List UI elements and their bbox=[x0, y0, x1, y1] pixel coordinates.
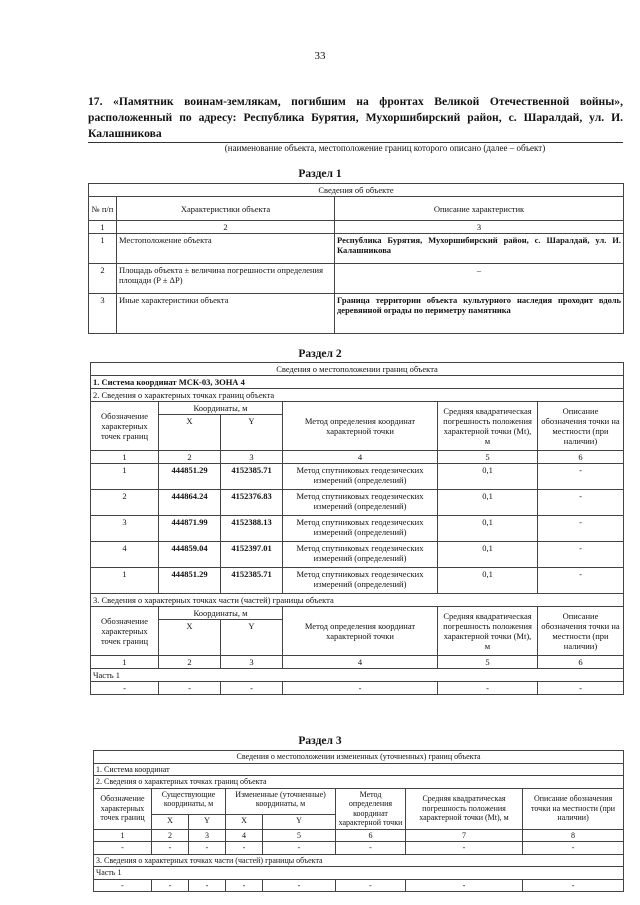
part-cell: - bbox=[438, 682, 538, 695]
col-num: 5 bbox=[438, 451, 538, 464]
part-cell: - bbox=[152, 879, 189, 892]
point-id: 3 bbox=[91, 516, 159, 542]
part-cell: - bbox=[406, 879, 523, 892]
point-method: Метод спутниковых геодезических измерений (определений) bbox=[283, 464, 438, 490]
col-num: 3 bbox=[335, 221, 624, 234]
parts-header-coordinates: Координаты, м bbox=[159, 607, 283, 620]
col-num: 4 bbox=[283, 656, 438, 669]
table-row bbox=[89, 294, 624, 334]
header-description: Описание характеристик bbox=[335, 197, 624, 221]
header-num: № п/п bbox=[89, 197, 117, 221]
point-y: 4152385.71 bbox=[221, 568, 283, 594]
col-num: 5 bbox=[263, 829, 336, 842]
section1-title: Раздел 1 bbox=[298, 168, 342, 180]
row-num: 2 bbox=[89, 264, 117, 294]
point-error: 0,1 bbox=[438, 490, 538, 516]
col-num: 6 bbox=[336, 829, 406, 842]
points-title: 2. Сведения о характерных точках границ объекта bbox=[94, 776, 624, 789]
section1-table bbox=[88, 183, 624, 334]
header-existing-coordinates: Существующие координаты, м bbox=[152, 788, 226, 814]
point-description: - bbox=[538, 464, 624, 490]
row-cell: - bbox=[523, 842, 624, 855]
section2-table-title: Сведения о местоположении границ объекта bbox=[91, 363, 624, 376]
col-num: 5 bbox=[438, 656, 538, 669]
table-row bbox=[91, 516, 624, 542]
header-y: Y bbox=[263, 814, 336, 829]
point-method: Метод спутниковых геодезических измерений (определений) bbox=[283, 568, 438, 594]
row-characteristic: Местоположение объекта bbox=[117, 234, 335, 264]
point-error: 0,1 bbox=[438, 568, 538, 594]
header-changed-coordinates: Измененные (уточненные) координаты, м bbox=[226, 788, 336, 814]
point-id: 1 bbox=[91, 464, 159, 490]
header-x: X bbox=[159, 415, 221, 451]
col-num: 2 bbox=[159, 656, 221, 669]
part-cell: - bbox=[538, 682, 624, 695]
row-description: Республика Бурятия, Мухоршибирский район, с. Шаралдай, ул. И. Калашникова bbox=[335, 234, 624, 264]
table-row bbox=[91, 568, 624, 594]
row-description: Граница территории объекта культурного наследия проходит вдоль деревянной ограды по периметру памятника bbox=[335, 294, 624, 334]
part-cell: - bbox=[189, 879, 226, 892]
table-row bbox=[94, 842, 624, 855]
section2-table bbox=[90, 362, 624, 695]
table-row bbox=[91, 464, 624, 490]
row-num: 1 bbox=[89, 234, 117, 264]
parts-header-point-description: Описание обозначения точки на местности (при наличии) bbox=[538, 607, 624, 656]
col-num: 3 bbox=[221, 656, 283, 669]
row-cell: - bbox=[94, 842, 152, 855]
col-num: 4 bbox=[283, 451, 438, 464]
row-cell: - bbox=[189, 842, 226, 855]
section1-table-title: Сведения об объекте bbox=[89, 184, 624, 197]
point-id: 4 bbox=[91, 542, 159, 568]
header-point-description: Описание обозначения точки на местности (при наличии) bbox=[523, 788, 624, 829]
header-method: Метод определения координат характерной точки bbox=[283, 402, 438, 451]
row-description: – bbox=[335, 264, 624, 294]
header-error: Средняя квадратическая погрешность положения характерной точки (Mt), м bbox=[406, 788, 523, 829]
table-row bbox=[91, 490, 624, 516]
part-cell: - bbox=[226, 879, 263, 892]
col-num: 3 bbox=[221, 451, 283, 464]
col-num: 1 bbox=[94, 829, 152, 842]
point-description: - bbox=[538, 542, 624, 568]
point-x: 444871.99 bbox=[159, 516, 221, 542]
point-y: 4152376.83 bbox=[221, 490, 283, 516]
parts-header-designation: Обозначение характерных точек границ bbox=[91, 607, 159, 656]
point-y: 4152397.01 bbox=[221, 542, 283, 568]
point-error: 0,1 bbox=[438, 542, 538, 568]
row-cell: - bbox=[336, 842, 406, 855]
col-num: 6 bbox=[538, 451, 624, 464]
part-cell: - bbox=[283, 682, 438, 695]
table-row bbox=[89, 264, 624, 294]
point-method: Метод спутниковых геодезических измерений (определений) bbox=[283, 542, 438, 568]
col-num: 6 bbox=[538, 656, 624, 669]
part-cell: - bbox=[159, 682, 221, 695]
part-cell: - bbox=[94, 879, 152, 892]
table-row bbox=[91, 682, 624, 695]
row-cell: - bbox=[226, 842, 263, 855]
parts-header-y: Y bbox=[221, 620, 283, 656]
header-designation: Обозначение характерных точек границ bbox=[91, 402, 159, 451]
header-characteristic: Характеристики объекта bbox=[117, 197, 335, 221]
table-row bbox=[94, 879, 624, 892]
part-label: Часть 1 bbox=[91, 669, 624, 682]
point-method: Метод спутниковых геодезических измерений (определений) bbox=[283, 516, 438, 542]
header-x: X bbox=[226, 814, 263, 829]
point-x: 444851.29 bbox=[159, 464, 221, 490]
row-characteristic: Иные характеристики объекта bbox=[117, 294, 335, 334]
section3-table-title: Сведения о местоположении измененных (уточненных) границ объекта bbox=[94, 751, 624, 764]
section3-table bbox=[93, 750, 624, 892]
row-cell: - bbox=[152, 842, 189, 855]
row-characteristic: Площадь объекта ± величина погрешности определения площади (P ± ΔP) bbox=[117, 264, 335, 294]
parts-header-error: Средняя квадратическая погрешность положения характерной точки (Mt), м bbox=[438, 607, 538, 656]
part-cell: - bbox=[263, 879, 336, 892]
header-method: Метод определения координат характерной точки bbox=[336, 788, 406, 829]
point-x: 444859.04 bbox=[159, 542, 221, 568]
col-num: 1 bbox=[91, 656, 159, 669]
point-x: 444864.24 bbox=[159, 490, 221, 516]
row-num: 3 bbox=[89, 294, 117, 334]
point-id: 1 bbox=[91, 568, 159, 594]
point-error: 0,1 bbox=[438, 516, 538, 542]
header-y: Y bbox=[189, 814, 226, 829]
header-x: X bbox=[152, 814, 189, 829]
part-cell: - bbox=[91, 682, 159, 695]
row-cell: - bbox=[406, 842, 523, 855]
point-error: 0,1 bbox=[438, 464, 538, 490]
col-num: 2 bbox=[117, 221, 335, 234]
part-cell: - bbox=[221, 682, 283, 695]
point-description: - bbox=[538, 516, 624, 542]
table-row bbox=[89, 234, 624, 264]
part-label: Часть 1 bbox=[94, 867, 624, 880]
col-num: 8 bbox=[523, 829, 624, 842]
part-cell: - bbox=[523, 879, 624, 892]
col-num: 1 bbox=[91, 451, 159, 464]
coordinate-system: 1. Система координат bbox=[94, 763, 624, 776]
object-title: 17. «Памятник воинам-землякам, погибшим на фронтах Великой Отечественной войны», расположенный по адресу: Республика Бурятия, Мухоршибирский район, с. Шаралдай, ул. И. Калашникова bbox=[88, 95, 623, 140]
col-num: 2 bbox=[159, 451, 221, 464]
part-cell: - bbox=[336, 879, 406, 892]
point-description: - bbox=[538, 568, 624, 594]
section2-title: Раздел 2 bbox=[298, 348, 342, 360]
parts-header-method: Метод определения координат характерной точки bbox=[283, 607, 438, 656]
header-error: Средняя квадратическая погрешность положения характерной точки (Mt), м bbox=[438, 402, 538, 451]
col-num: 3 bbox=[189, 829, 226, 842]
col-num: 1 bbox=[89, 221, 117, 234]
col-num: 2 bbox=[152, 829, 189, 842]
parts-title: 3. Сведения о характерных точках части (частей) границы объекта bbox=[94, 854, 624, 867]
parts-title: 3. Сведения о характерных точках части (частей) границы объекта bbox=[91, 594, 624, 607]
col-num: 4 bbox=[226, 829, 263, 842]
header-y: Y bbox=[221, 415, 283, 451]
point-id: 2 bbox=[91, 490, 159, 516]
point-description: - bbox=[538, 490, 624, 516]
coordinate-system: 1. Система координат МСК-03, ЗОНА 4 bbox=[91, 376, 624, 389]
point-y: 4152388.13 bbox=[221, 516, 283, 542]
table-row bbox=[91, 542, 624, 568]
point-y: 4152385.71 bbox=[221, 464, 283, 490]
object-caption: (наименование объекта, местоположение границ которого описано (далее – объект) bbox=[224, 143, 546, 153]
header-point-description: Описание обозначения точки на местности (при наличии) bbox=[538, 402, 624, 451]
section3-title: Раздел 3 bbox=[298, 735, 342, 747]
point-method: Метод спутниковых геодезических измерений (определений) bbox=[283, 490, 438, 516]
col-num: 7 bbox=[406, 829, 523, 842]
parts-header-x: X bbox=[159, 620, 221, 656]
point-x: 444851.29 bbox=[159, 568, 221, 594]
header-coordinates: Координаты, м bbox=[159, 402, 283, 415]
header-designation: Обозначение характерных точек границ bbox=[94, 788, 152, 829]
row-cell: - bbox=[263, 842, 336, 855]
page-number: 33 bbox=[314, 50, 326, 62]
points-title: 2. Сведения о характерных точках границ объекта bbox=[91, 389, 624, 402]
